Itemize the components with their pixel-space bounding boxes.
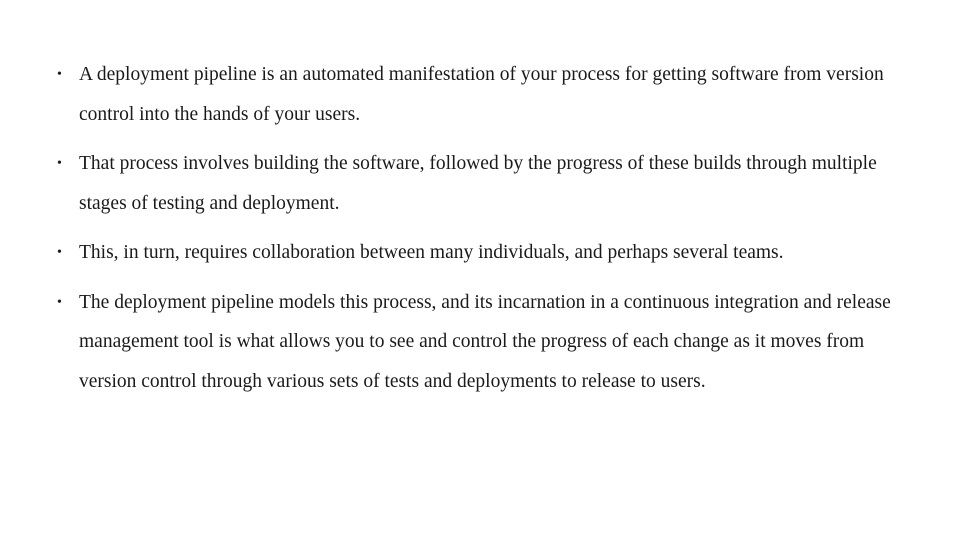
bullet-dot-icon: • xyxy=(57,294,62,310)
bullet-item-4 xyxy=(57,283,917,402)
bullet-item-1 xyxy=(57,55,917,134)
bullet-text-4: The deployment pipeline models this process, and its incarnation in a continuous integration and release management tool is what allows you to see and control the progress of each change as it moves from version control through various sets of tests and deployments to release to users. xyxy=(79,291,891,392)
bullet-dot-icon: • xyxy=(57,245,62,260)
bullet-text-1: A deployment pipeline is an automated manifestation of your process for getting software from version control into the hands of your users. xyxy=(79,64,884,125)
bullet-dot-icon: • xyxy=(57,67,62,82)
bullet-text-3: This, in turn, requires collaboration between many individuals, and perhaps several teams. xyxy=(79,242,784,263)
bullet-dot-icon: • xyxy=(57,156,62,171)
bullet-item-2 xyxy=(57,144,917,223)
bullet-list xyxy=(57,55,917,411)
bullet-item-3 xyxy=(57,233,917,273)
bullet-text-2: That process involves building the software, followed by the progress of these builds through multiple stages of testing and deployment. xyxy=(79,153,877,214)
